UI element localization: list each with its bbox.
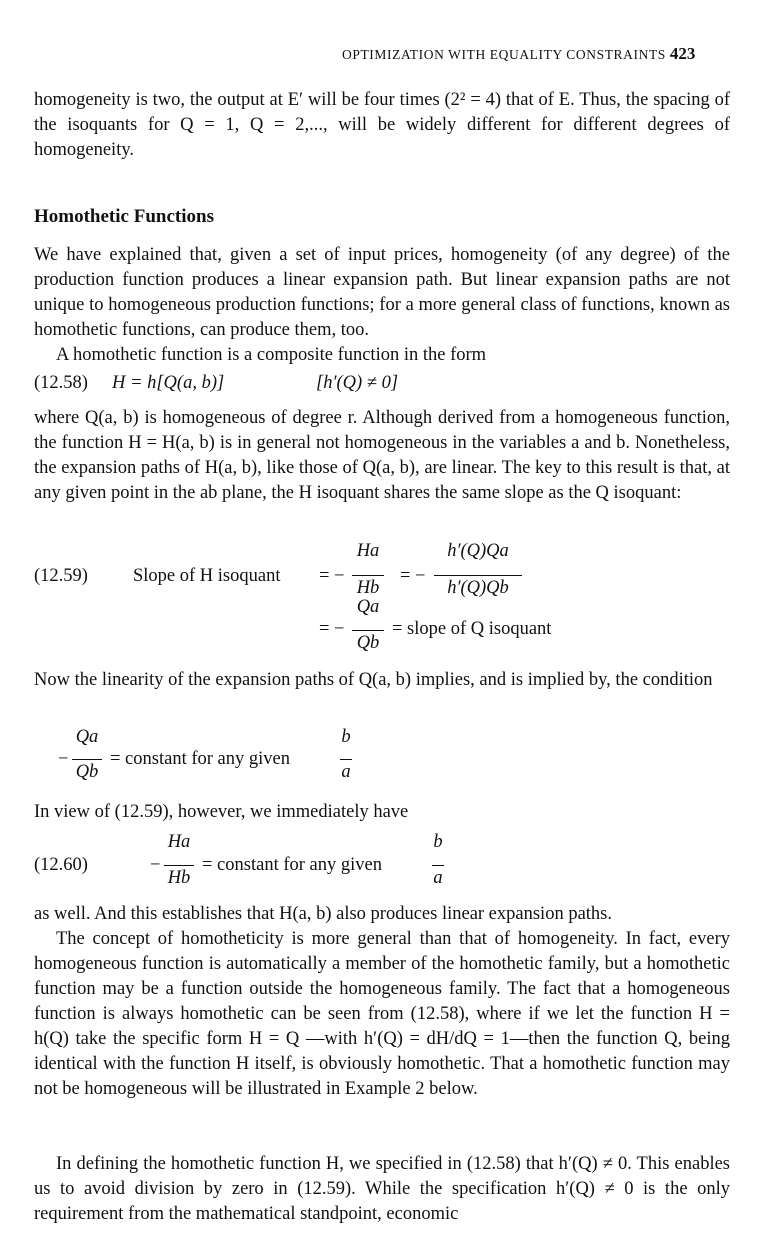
- fraction-denominator: Qb: [356, 633, 380, 653]
- fraction-bar: [352, 575, 384, 576]
- paragraph-7: as well. And this establishes that H(a, b) also produces linear expansion paths.: [34, 904, 612, 924]
- paragraph-4: where Q(a, b) is homogeneous of degree r. Although derived from a homogeneous function, the function H = H(a, b) is in general not homogeneous in the variables a and b. Nonetheless, the expansion paths of H(a, b), like those of Q(a, b), are linear. The key to this result is that, at any given point in the ab plane, the H isoquant shares the same slope as the Q isoquant:: [34, 408, 730, 503]
- fraction-numerator: Qa: [75, 727, 99, 747]
- fraction-denominator: Qb: [75, 762, 99, 782]
- minus-sign: = −: [319, 619, 345, 639]
- chapter-title: OPTIMIZATION WITH EQUALITY CONSTRAINTS: [342, 47, 666, 62]
- equation-lhs: Slope of H isoquant: [133, 566, 281, 586]
- page-number: 423: [669, 44, 696, 63]
- paragraph-6: In view of (12.59), however, we immediately have: [34, 802, 409, 822]
- fraction-bar: [340, 759, 352, 760]
- equation-rhs: = slope of Q isoquant: [392, 619, 552, 639]
- paragraph-3: A homothetic function is a composite function in the form: [56, 345, 487, 365]
- fraction-numerator: b: [341, 727, 351, 747]
- paragraph-2: We have explained that, given a set of input prices, homogeneity (of any degree) of the production function produces a linear expansion path. But linear expansion paths are not unique to homogeneous production functions; for a more general class of functions, known as homothetic functions, can produce them, too.: [34, 245, 730, 340]
- condition-text: = constant for any given: [202, 855, 382, 875]
- fraction-denominator: Hb: [356, 578, 380, 598]
- equation-label: (12.58): [34, 373, 88, 393]
- minus-sign: −: [150, 855, 161, 875]
- fraction-bar: [434, 575, 522, 576]
- section-heading: Homothetic Functions: [34, 206, 214, 227]
- paragraph-1: homogeneity is two, the output at E′ will be four times (2² = 4) that of E. Thus, the spacing of the isoquants for Q = 1, Q = 2,..., will be widely different for different degrees of homogeneity.: [34, 90, 730, 160]
- running-header: [342, 44, 695, 64]
- fraction-bar: [432, 865, 444, 866]
- paragraph-9: In defining the homothetic function H, we specified in (12.58) that h′(Q) ≠ 0. This enables us to avoid division by zero in (12.59). While the specification h′(Q) ≠ 0 is the only requirement from the mathematical standpoint, economic: [34, 1154, 730, 1224]
- equation-label: (12.59): [34, 566, 88, 586]
- fraction-numerator: Ha: [167, 832, 191, 852]
- fraction-bar: [72, 759, 102, 760]
- minus-sign: = −: [319, 566, 345, 586]
- fraction-bar: [352, 630, 384, 631]
- fraction-denominator: a: [433, 868, 443, 888]
- fraction-numerator: h′(Q)Qa: [447, 541, 509, 561]
- paragraph-5: Now the linearity of the expansion paths of Q(a, b) implies, and is implied by, the condition: [34, 670, 713, 690]
- equation-condition: [h′(Q) ≠ 0]: [316, 373, 399, 393]
- fraction-numerator: Ha: [356, 541, 380, 561]
- fraction-denominator: h′(Q)Qb: [447, 578, 509, 598]
- minus-sign: = −: [400, 566, 426, 586]
- fraction-bar: [164, 865, 194, 866]
- fraction-denominator: Hb: [167, 868, 191, 888]
- paragraph-8: The concept of homotheticity is more general than that of homogeneity. In fact, every homogeneous function is automatically a member of the homothetic family, but a homothetic function may be a function outside the homogeneous family. The fact that a homogeneous function is always homothetic can be seen from (12.58), where if we let the function H = h(Q) take the specific form H = Q —with h′(Q) = dH/dQ = 1—then the function Q, being identical with the function H itself, is obviously homothetic. That a homothetic function may not be homogeneous will be illustrated in Example 2 below.: [34, 929, 730, 1099]
- minus-sign: −: [58, 749, 69, 769]
- fraction-numerator: Qa: [356, 597, 380, 617]
- condition-text: = constant for any given: [110, 749, 290, 769]
- fraction-numerator: b: [433, 832, 443, 852]
- equation-label: (12.60): [34, 855, 88, 875]
- fraction-denominator: a: [341, 762, 351, 782]
- equation-body: H = h[Q(a, b)]: [112, 373, 225, 393]
